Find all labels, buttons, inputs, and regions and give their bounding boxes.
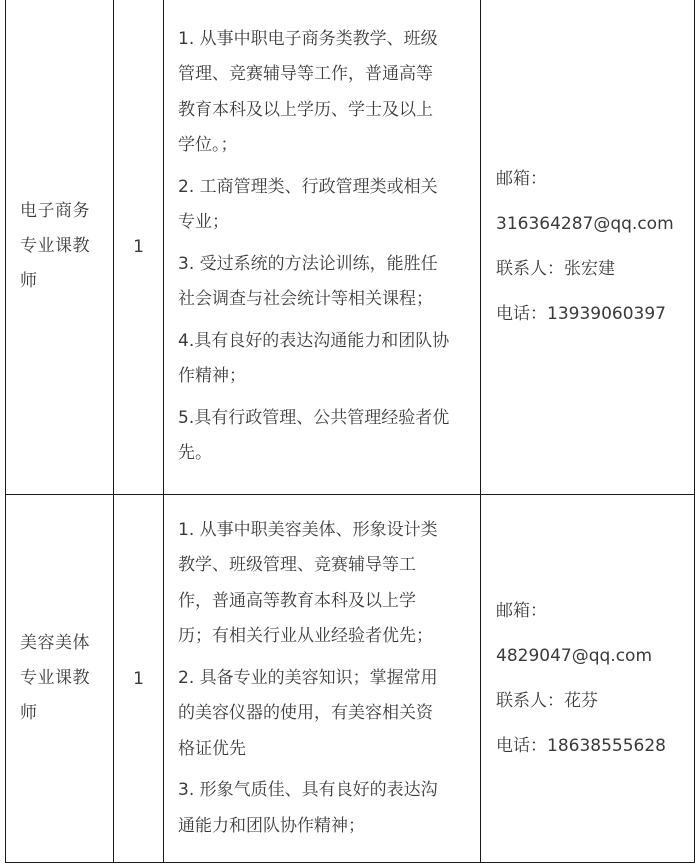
requirement-line: 历；有相关行业从业经验者优先； (178, 626, 433, 647)
requirement-line: 专业； (178, 212, 229, 232)
position-title-line: 师 (20, 703, 38, 723)
requirement-line: 5.具有行政管理、公共管理经验者优 (178, 407, 450, 428)
requirement-line: 3. 受过系统的方法论训练，能胜任 (178, 253, 438, 274)
requirement-line: 2. 具备专业的美容知识；掌握常用 (178, 667, 438, 688)
requirement-item (178, 170, 467, 241)
position-requirements (164, 495, 481, 863)
position-contact (481, 0, 695, 495)
requirement-item (178, 401, 467, 472)
requirement-item (178, 513, 467, 655)
requirement-line: 管理、竞赛辅导等工作，普通高等 (178, 64, 433, 84)
requirement-line: 社会调查与社会统计等相关课程； (178, 289, 433, 309)
positions-table-body (6, 0, 695, 863)
email-label: 邮箱： (496, 168, 547, 189)
positions-table (5, 0, 695, 863)
requirement-line: 作精神； (178, 366, 246, 386)
position-title-line: 美容美体 (20, 633, 90, 653)
position-count: 1 (114, 0, 164, 495)
contact-phone: 电话：13939060397 (496, 303, 666, 324)
position-contact (481, 495, 695, 863)
position-title-line: 专业课教 (20, 668, 90, 688)
requirement-item (178, 247, 467, 318)
requirement-line: 教学、班级管理、竞赛辅导等工 (178, 555, 416, 576)
contact-person: 联系人：花芬 (496, 690, 598, 711)
requirement-line: 通能力和团队协作精神； (178, 815, 365, 836)
position-row (6, 0, 695, 495)
position-title-line: 电子商务 (20, 201, 90, 221)
requirement-item (178, 661, 467, 768)
requirement-line: 格证优先 (178, 738, 246, 759)
requirement-item (178, 22, 467, 164)
contact-phone: 电话：18638555628 (496, 735, 666, 756)
position-title (6, 0, 114, 495)
requirement-line: 教育本科及以上学历、学士及以上 (178, 99, 433, 120)
requirement-line: 学位。； (178, 135, 238, 155)
requirement-list (178, 513, 467, 845)
requirement-line: 3. 形象气质佳、具有良好的表达沟 (178, 780, 438, 801)
position-title-line: 专业课教 (20, 236, 90, 256)
requirement-list (178, 22, 467, 472)
requirement-line: 4.具有良好的表达沟通能力和团队协 (178, 330, 450, 351)
requirement-item (178, 324, 467, 395)
email-address: 316364287@qq.com (496, 213, 674, 234)
position-count: 1 (114, 495, 164, 863)
requirement-line: 的美容仪器的使用，有美容相关资 (178, 703, 433, 724)
contact-person: 联系人：张宏建 (496, 258, 615, 279)
email-address: 4829047@qq.com (496, 645, 653, 666)
requirement-item (178, 773, 467, 844)
requirement-line: 1. 从事中职美容美体、形象设计类 (178, 519, 438, 540)
requirement-line: 先。 (178, 443, 212, 463)
requirement-line: 作，普通高等教育本科及以上学 (178, 590, 416, 611)
position-requirements (164, 0, 481, 495)
email-label: 邮箱： (496, 600, 547, 621)
requirement-line: 1. 从事中职电子商务类教学、班级 (178, 28, 438, 49)
position-title (6, 495, 114, 863)
position-row (6, 495, 695, 863)
position-title-line: 师 (20, 271, 38, 291)
requirement-line: 2. 工商管理类、行政管理类或相关 (178, 176, 438, 197)
